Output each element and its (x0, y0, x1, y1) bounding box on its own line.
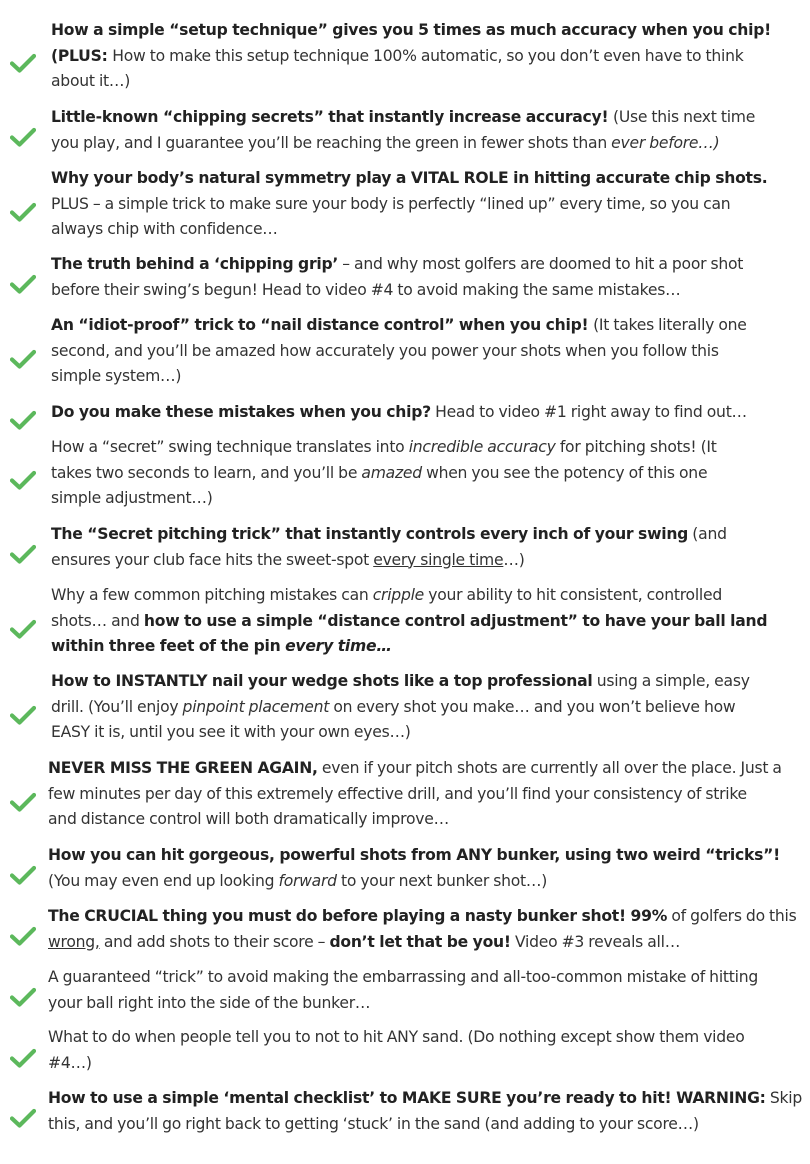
text-segment: your ball right into the side of the bunker… (48, 993, 371, 1012)
text-segment: cripple (372, 586, 425, 604)
text-segment: How to INSTANTLY nail your wedge shots like a top professional (51, 672, 593, 690)
text-segment: Head to video #1 right away to find out… (430, 403, 747, 421)
text-segment: takes two seconds to learn, and you’ll be (51, 463, 362, 482)
text-segment: …) (503, 550, 525, 569)
list-item (48, 965, 800, 1016)
text-segment: PLUS – a simple trick to make sure your body is perfectly “lined up” every time, so you can (51, 194, 731, 213)
list-item-line (51, 720, 803, 746)
list-item (48, 756, 800, 833)
list-item (51, 522, 803, 573)
list-item (48, 904, 800, 955)
list-item-line (51, 669, 803, 695)
list-item-line (51, 486, 803, 512)
text-segment: The “Secret pitching trick” that instantly controls every inch of your swing (51, 525, 689, 543)
text-segment: using a simple, easy (592, 672, 750, 690)
text-segment: How a simple “setup technique” gives you 5 times as much accuracy when you chip! (51, 21, 772, 39)
list-item-line (51, 548, 803, 574)
list-item (51, 105, 803, 156)
list-item-line (48, 1086, 800, 1112)
text-segment: Do you make these mistakes when you chip? (51, 403, 431, 421)
list-item-line (48, 782, 800, 808)
text-segment: (You may even end up looking (48, 871, 279, 890)
list-item-line (48, 807, 800, 833)
text-segment: you play, and I guarantee you’ll be reaching the green in fewer shots than (51, 133, 612, 152)
list-item-line (48, 1051, 800, 1077)
checkmark-icon (10, 1048, 36, 1068)
text-segment: of golfers do this (667, 907, 797, 925)
text-segment: How you can hit gorgeous, powerful shots from ANY bunker, using two weird “tricks”! (48, 846, 780, 864)
text-segment: this, and you’ll go right back to getting ‘stuck’ in the sand (and adding to your score…) (48, 1114, 699, 1133)
list-item-line (51, 69, 803, 95)
checkmark-icon (10, 865, 36, 885)
text-segment: on every shot you make… and you won’t believe how (329, 697, 736, 716)
list-item (48, 843, 800, 894)
list-item-line (51, 364, 803, 390)
text-segment: always chip with confidence… (51, 220, 278, 239)
text-segment: NEVER MISS THE GREEN AGAIN, (48, 759, 318, 777)
text-segment: EASY it is, until you see it with your own eyes…) (51, 723, 411, 742)
list-item-line (51, 166, 803, 192)
list-item (51, 400, 803, 426)
text-segment: #4…) (48, 1053, 92, 1072)
list-item (48, 1025, 800, 1076)
list-item-line (51, 192, 803, 218)
text-segment: few minutes per day of this extremely effective drill, and you’ll find your consistency of strike (48, 784, 747, 803)
text-segment: every single time (373, 550, 504, 569)
text-segment: (PLUS: (51, 46, 113, 65)
text-segment: pinpoint placement (182, 697, 330, 716)
list-item-line (51, 400, 803, 426)
list-item (51, 313, 803, 390)
list-item-line (48, 843, 800, 869)
text-segment: forward (278, 871, 337, 890)
text-segment: (It takes literally one (593, 316, 747, 334)
list-item (51, 669, 803, 746)
list-item-line (48, 1025, 800, 1051)
text-segment: every time… (285, 637, 392, 656)
text-segment: wrong, (48, 932, 100, 951)
checkmark-icon (10, 705, 36, 725)
text-segment: A guaranteed “trick” to avoid making the embarrassing and all-too-common mistake of hitting (48, 968, 758, 986)
checkmark-icon (10, 1108, 36, 1128)
text-segment: second, and you’ll be amazed how accurately you power your shots when you follow this (51, 341, 719, 360)
text-segment: about it…) (51, 72, 131, 91)
text-segment: how to use a simple “distance control adjustment” to have your ball land (143, 611, 768, 630)
list-item-line (51, 461, 803, 487)
text-segment: (and (688, 525, 727, 543)
text-segment: (Use this next time (613, 108, 756, 126)
list-item-line (51, 634, 803, 660)
list-item (51, 583, 803, 660)
text-segment: to your next bunker shot…) (336, 871, 548, 890)
text-segment: when you see the potency of this one (421, 463, 708, 482)
text-segment: incredible accuracy (408, 438, 556, 456)
text-segment: Video #3 reveals all… (510, 932, 681, 951)
list-item-line (48, 965, 800, 991)
text-segment: don’t let that be you! (329, 932, 511, 951)
text-segment: The truth behind a ‘chipping grip’ (51, 255, 339, 273)
checkmark-icon (10, 544, 36, 564)
text-segment: within three feet of the pin (51, 637, 286, 656)
checkmark-icon (10, 987, 36, 1007)
list-item-line (51, 435, 803, 461)
checkmark-icon (10, 202, 36, 222)
text-segment: before their swing’s begun! Head to video #4 to avoid making the same mistakes… (51, 280, 681, 299)
list-item (51, 252, 803, 303)
text-segment: How to use a simple ‘mental checklist’ to MAKE SURE you’re ready to hit! WARNING: (48, 1089, 766, 1107)
checkmark-icon (10, 926, 36, 946)
text-segment: The CRUCIAL thing you must do before playing a nasty bunker shot! 99% (48, 907, 668, 925)
text-segment: What to do when people tell you to not to hit ANY sand. (Do nothing except show them video (48, 1028, 745, 1046)
list-item (51, 166, 803, 243)
list-item-line (51, 18, 803, 44)
text-segment: simple adjustment…) (51, 489, 213, 508)
list-item-line (48, 869, 800, 895)
checkmark-icon (10, 792, 36, 812)
list-item-line (51, 252, 803, 278)
text-segment: An “idiot-proof” trick to “nail distance control” when you chip! (51, 316, 594, 334)
list-item (51, 18, 803, 95)
checkmark-icon (10, 127, 36, 147)
list-item (51, 435, 803, 512)
list-item-line (51, 278, 803, 304)
text-segment: and distance control will both dramatically improve… (48, 810, 449, 829)
text-segment: amazed (361, 463, 422, 482)
text-segment: ever before…) (611, 133, 720, 152)
text-segment: Skip (765, 1089, 802, 1107)
text-segment: Little-known “chipping secrets” that instantly increase accuracy! (51, 108, 613, 126)
list-item-line (51, 695, 803, 721)
list-item-line (48, 756, 800, 782)
list-item-line (51, 583, 803, 609)
checkmark-icon (10, 349, 36, 369)
checkmark-icon (10, 410, 36, 430)
list-item-line (48, 904, 800, 930)
list-item-line (48, 1112, 800, 1138)
list-item-line (51, 313, 803, 339)
list-item-line (51, 105, 803, 131)
text-segment: your ability to hit consistent, controlled (424, 586, 722, 604)
list-item-line (51, 609, 803, 635)
text-segment: How a “secret” swing technique translates into (51, 438, 409, 456)
list-item-line (51, 217, 803, 243)
text-segment: drill. (You’ll enjoy (51, 697, 183, 716)
list-item-line (48, 930, 800, 956)
checkmark-icon (10, 53, 36, 73)
list-item-line (51, 131, 803, 157)
checkmark-icon (10, 619, 36, 639)
text-segment: Why your body’s natural symmetry play a VITAL ROLE in hitting accurate chip shots. (51, 169, 768, 187)
checkmark-icon (10, 274, 36, 294)
list-item-line (51, 339, 803, 365)
checkmark-icon (10, 470, 36, 490)
list-item-line (48, 991, 800, 1017)
text-segment: even if your pitch shots are currently all over the place. Just a (317, 759, 782, 777)
list-item-line (51, 44, 803, 70)
text-segment: and add shots to their score – (99, 932, 330, 951)
text-segment: – and why most golfers are doomed to hit a poor shot (338, 255, 744, 273)
text-segment: shots… and (51, 611, 144, 630)
text-segment: Why a few common pitching mistakes can (51, 586, 373, 604)
text-segment: simple system…) (51, 367, 182, 386)
text-segment: How to make this setup technique 100% automatic, so you don’t even have to think (112, 46, 744, 65)
list-item (48, 1086, 800, 1137)
text-segment: ensures your club face hits the sweet-spot (51, 550, 374, 569)
list-item-line (51, 522, 803, 548)
text-segment: for pitching shots! (It (555, 438, 717, 456)
